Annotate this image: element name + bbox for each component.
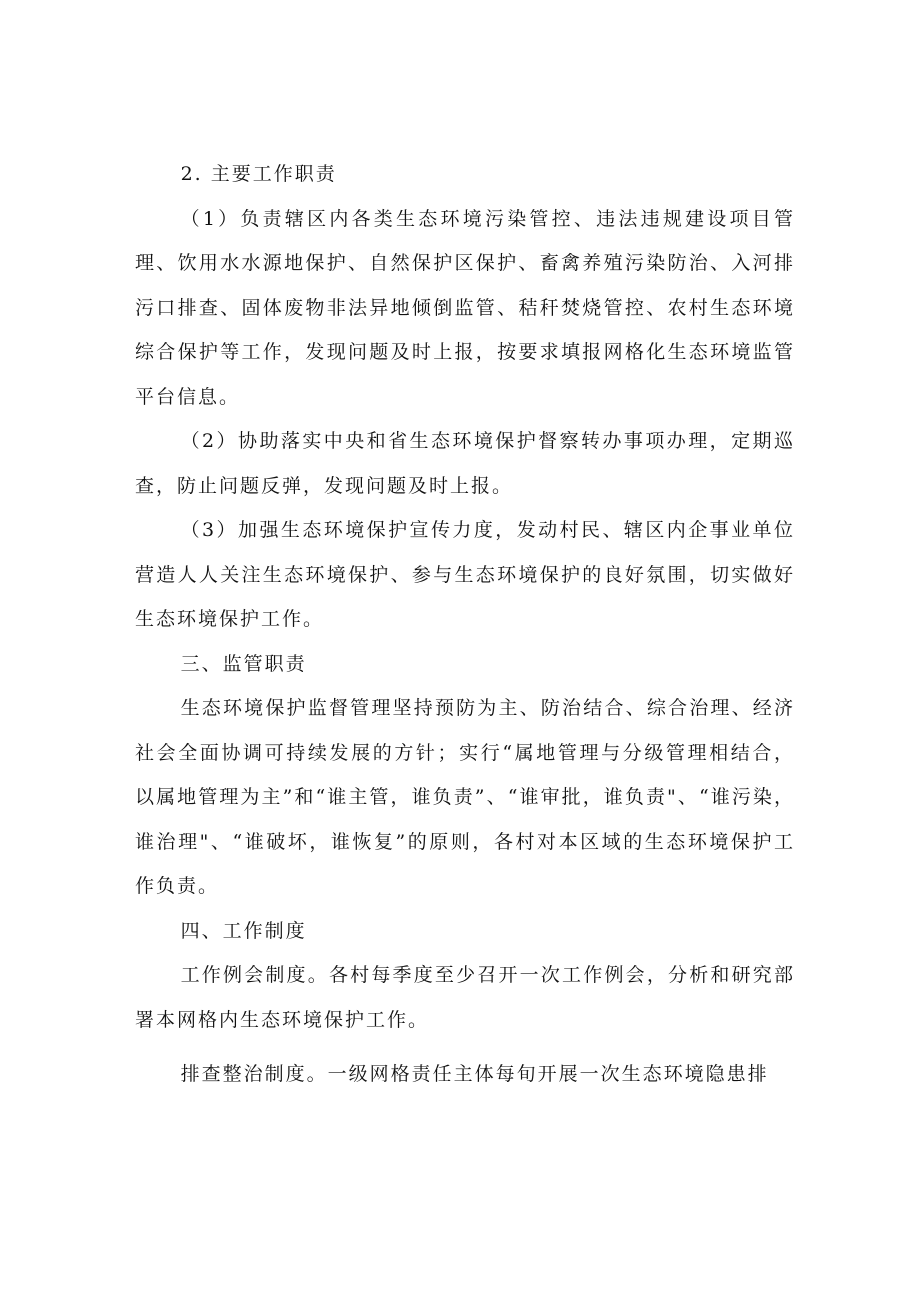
section-heading-supervision: 三、监管职责 xyxy=(180,652,307,675)
duty-item-2: （2）协助落实中央和省生态环境保护督察转办事项办理，定期巡查，防止问题反弹，发现问题及时上报。 xyxy=(135,430,795,497)
supervision-paragraph: 生态环境保护监督管理坚持预防为主、防治结合、综合治理、经济社会全面协调可持续发展的方针；实行“属地管理与分级管理相结合，以属地管理为主”和“谁主管，谁负责”、“谁审批，谁负责"、“谁污染，谁治理"、“谁破坏，谁恢复”的原则，各村对本区域的生态环境保护工作负责。 xyxy=(135,697,795,897)
meeting-system-paragraph: 工作例会制度。各村每季度至少召开一次工作例会，分析和研究部署本网格内生态环境保护工作。 xyxy=(135,964,795,1031)
section-heading-main-duties: 2. 主要工作职责 xyxy=(180,163,337,185)
section-heading-work-system: 四、工作制度 xyxy=(180,919,307,942)
duty-item-3: （3）加强生态环境保护宣传力度，发动村民、辖区内企事业单位营造人人关注生态环境保护、参与生态环境保护的良好氛围，切实做好生态环境保护工作。 xyxy=(135,519,795,630)
paragraph-gap xyxy=(135,1042,795,1052)
inspection-system-paragraph: 排查整治制度。一级网格责任主体每旬开展一次生态环境隐患排 xyxy=(180,1063,769,1085)
duty-item-1: （1）负责辖区内各类生态环境污染管控、违法违规建设项目管理、饮用水水源地保护、自然保护区保护、畜禽养殖污染防治、入河排污口排查、固体废物非法异地倾倒监管、秸秆焚烧管控、农村生态环境综合保护等工作，发现问题及时上报，按要求填报网格化生态环境监管平台信息。 xyxy=(135,207,795,408)
